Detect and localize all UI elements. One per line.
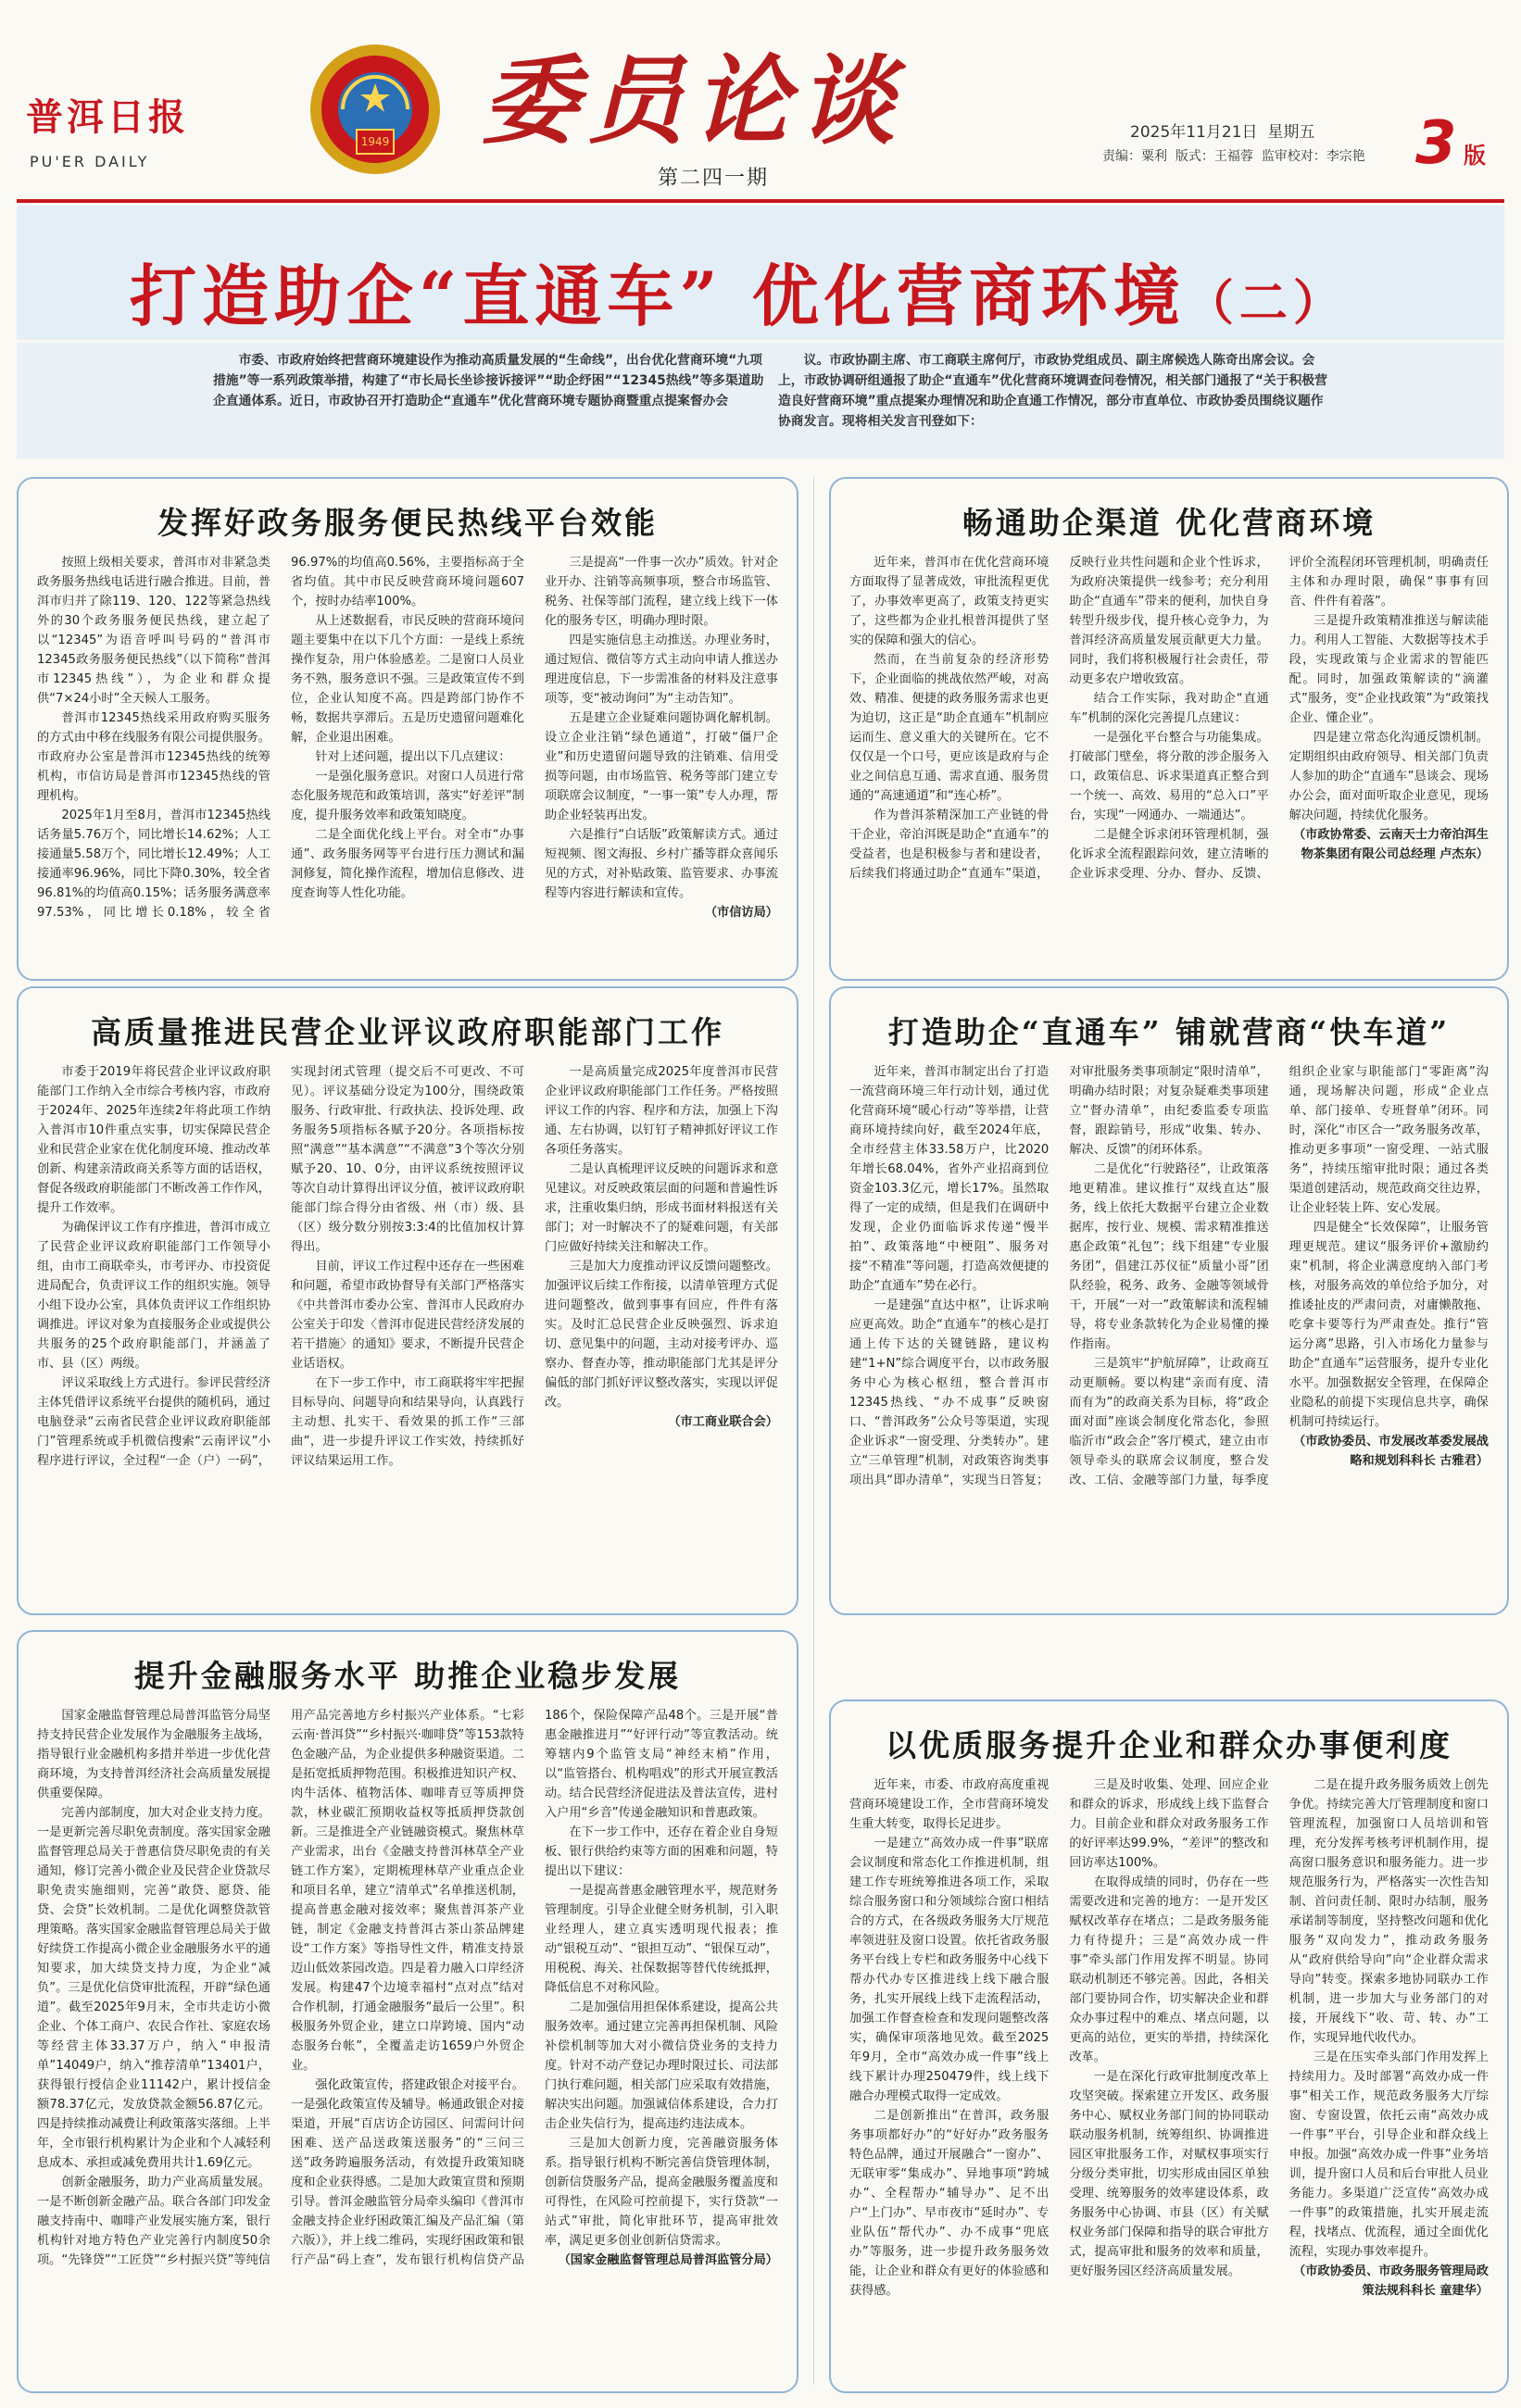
article-paragraph: 二是创新推出“在普洱，政务服务事项都好办”的“好好办”政务服务特色品牌，通过开展融合“一窗办”、无联审零“集成办”、异地事项“跨城办”、全程帮办“辅导办”、足不出户“上门办”、早市夜市“延时办”、专业队伍“帮代办”、办不成事“兜底办”等服务，进一步提升政务服务效能，让企业和群众有更好的体验感和获得感。 xyxy=(849,2109,1050,2298)
article-card xyxy=(17,477,798,981)
proofreader: 监审校对：李宗艳 xyxy=(1261,149,1365,164)
article-paragraph: 目前，评议工作过程中还存在一些困难和问题，希望市政协督导有关部门严格落实《中共普洱市委办公室、普洱市人民政府办公室关于印发〈普洱市促进民营经济发展的若干措施〉的通知》要求，不断提升民营企业话语权。 xyxy=(291,1260,524,1371)
article-paragraph: 针对上述问题，提出以下几点建议： xyxy=(315,750,511,764)
article-paragraph: 二是认真梳理评议反映的问题诉求和意见建议。对反映政策层面的问题和普遍性诉求，注重收集归纳，形成书面材料报送有关部门；对一时解决不了的疑难问题，有关部门应做好持续关注和解决工作。 xyxy=(545,1162,778,1254)
issue-weekday: 星期五 xyxy=(1267,123,1315,142)
article-paragraph: 三是及时收集、处理、回应企业和群众的诉求，形成线上线下监督合力。目前企业和群众对政务服务工作的好评率达99.9%，“差评”的整改和回访率达100%。 xyxy=(1069,1778,1269,1870)
article-title: 发挥好政务服务便民热线平台效能 xyxy=(157,505,658,541)
article-paragraph: 二是全面优化线上平台。对全市“办事通”、政务服务网等平台进行压力测试和漏洞修复，简化操作流程，增加信息修改、进度查询等人性化功能。 xyxy=(291,828,524,900)
column-title: 委员论谈 xyxy=(482,44,905,157)
article-paragraph: 普洱市12345热线采用政府购买服务的方式由中移在线服务有限公司提供服务。市政府办公室是普洱市12345热线的统筹机构，市信访局是普洱市12345热线的管理机构。 xyxy=(37,711,270,803)
cppcc-emblem-icon xyxy=(306,37,445,185)
article-paragraph: 一是强化服务意识。对窗口人员进行常态化服务规范和政策培训，落实“好差评”制度，提升服务效率和政策知晓度。 xyxy=(291,770,524,822)
article-paragraph: 然而，在当前复杂的经济形势下，企业面临的挑战依然严峻，对高效、精准、便捷的政务服务需求也更为迫切，这正是“助企直通车”机制应运而生、意义重大的关键所在。它不仅仅是一个口号，更应该是政府与企业之间信息互通、需求直通、服务贯通的“高速通道”和“连心桥”。 xyxy=(849,653,1050,803)
intro-left: 市委、市政府始终把营商环境建设作为推动高质量发展的“生命线”，出台优化营商环境“九项措施”等一系列政策举措，构建了“市长局长坐诊接诉接评”“助企纾困”“12345热线”等多渠道助企直通体系。近日，市政协召开打造助企“直通车”优化营商环境专题协商暨重点提案督办会 xyxy=(213,353,764,408)
article-paragraph: 近年来，普洱市在优化营商环境方面取得了显著成效，审批流程更优了，办事效率更高了，政策支持更实了，这些都为企业扎根普洱提供了坚实的保障和强大的信心。 xyxy=(849,556,1050,647)
article-paragraph: 在下一步工作中，还存在着企业自身短板、银行供给约束等方面的困难和问题，特提出以下建议： xyxy=(545,1825,778,1878)
article-body xyxy=(37,553,778,970)
article-paragraph: 三是在压实牵头部门作用发挥上持续用力。及时部署“高效办成一件事”相关工作，规范政务服务大厅综窗、专窗设置，依托云南“高效办成一件事”平台，引导企业和群众线上申报。加强“高效办成一件事”业务培训，提升窗口人员和后台审批人员业务能力。多渠道广泛宣传“高效办成一件事”的政策措施，扎实开展走流程，找堵点、优流程，通过全面优化流程，实现办事效率提升。 xyxy=(1288,2051,1489,2259)
article-paragraph: 四是建立常态化沟通反馈机制。定期组织由政府领导、相关部门负责人参加的助企“直通车”恳谈会、现场办公会，面对面听取企业意见，现场解决问题，持续优化服务。 xyxy=(1288,731,1489,822)
article-paragraph: 近年来，普洱市制定出台了打造一流营商环境三年行动计划，通过优化营商环境“暖心行动”等举措，让营商环境持续向好，截至2024年底，全市经营主体33.58万户，比2020年增长68.04%，省外产业招商到位资金103.3亿元，增长17%。虽然取得了一定的成绩，但是我们在调研中发现，企业仍面临诉求传递“慢半拍”、政策落地“中梗阻”、服务对接“不精准”等问题，打造高效便捷的助企“直通车”势在必行。 xyxy=(849,1065,1050,1293)
article-body xyxy=(37,1706,778,2382)
article-paragraph: 二是健全诉求闭环管理机制，强化诉求全流程跟踪问效，建立清晰的企业诉求受理、分办、督办、反馈、评价全流程闭环管理机制，明确责任主体和办理时限，确保“事事有回音、件件有着落”。 xyxy=(1069,556,1489,881)
newspaper-logo: 普洱日报 xyxy=(26,95,189,139)
article-paragraph: 一是提高普惠金融管理水平，规范财务管理制度。引导企业健全财务机制，引入职业经理人，建立真实透明现代报表；推动“银税互动”、“银担互动”、“银保互动”，用税税、海关、社保数据等替代传统抵押，降低信息不对称风险。 xyxy=(545,1884,778,1995)
headline-main: 打造助企“直通车” 优化营商环境 xyxy=(130,257,1186,335)
article-paragraph: 近年来，市委、市政府高度重视营商环境建设工作，全市营商环境发生重大转变，取得长足进步。 xyxy=(849,1778,1050,1831)
masthead xyxy=(0,0,1521,199)
page-headline xyxy=(130,243,1347,339)
article-source: （市政协委员、市发展改革委发展战略和规划科科长 古雅君） xyxy=(1292,1435,1489,1468)
article-body xyxy=(849,553,1489,970)
article-paragraph: 一是建强“直达中枢”，让诉求响应更高效。助企“直通车”的核心是打通上传下达的关键链路，建议构建“1+N”综合调度平台，以市政务服务中心为核心枢纽，整合普洱市12345热线、“办不成事”反映窗口、“普洱政务”公众号等渠道，实现企业诉求“一窗受理、分类转办”。建立“三单管理”机制，对政策咨询类事项出具“即办清单”，实现当日答复；对审批服务类事项制定“限时清单”，明确办结时限；对复杂疑难类事项建立“督办清单”，由纪委监委专项监督，跟踪销号，形成“收集、转办、解决、反馈”的闭环体系。 xyxy=(849,1065,1269,1487)
article-paragraph: 一是强化平台整合与功能集成。打破部门壁垒，将分散的涉企服务入口，政策信息、诉求渠道真正整合到一个统一、高效、易用的“总入口”平台，实现“一网通办、一端通达”。 xyxy=(1069,731,1269,822)
article-paragraph: 完善内部制度，加大对企业支持力度。一是更新完善尽职免责制度。落实国家金融监督管理总局关于普惠信贷尽职免责的有关通知，修订完善小微企业及民营企业贷款尽职免责实施细则，完善“敢贷、愿贷、能贷、会贷”长效机制。二是优化调整贷款管理策略。落实国家金融监督管理总局关于做好续贷工作提高小微企业金融服务水平的通知要求，加大续贷支持力度，为企业“减负”。三是优化信贷审批流程，开辟“绿色通道”。截至2025年9月末，全市共走访小微企业、个体工商户、农民合作社、家庭农场等经营主体33.37万户，纳入“申报清单”14049户，纳入“推荐清单”13401户，获得银行授信企业11142户，累计授信金额78.37亿元，发放贷款金额56.87亿元。四是持续推动减费让利政策落实落细。上半年，全市银行机构累计为企业和个人减轻利息成本、承担或减免费用共计1.69亿元。 xyxy=(37,1806,270,2170)
article-card xyxy=(17,1630,798,2393)
issue-date: 2025年11月21日 xyxy=(1130,123,1258,142)
editor: 责编：粟利 xyxy=(1102,149,1167,164)
article-paragraph: 2025年1月至8月，普洱市12345热线话务量5.76万个，同比增长14.62%；人工接通量5.58万个，同比增长12.49%；人工接通率96.96%，同比下降0.30%，较全省96.81%的均值高0.15%；话务服务满意率97.53%，同比增长0.18%，较全省96.97%的均值高0.56%，主要指标高于全省均值。其中市民反映营商环境问题607个，按时办结率100%。 xyxy=(37,556,524,920)
staff-line xyxy=(1102,146,1365,165)
article-source: （市政协委员、市政务服务管理局政策法规科科长 童建华） xyxy=(1292,2264,1489,2298)
masthead-divider xyxy=(17,199,1504,203)
article-paragraph: 在取得成绩的同时，仍存在一些需要改进和完善的地方：一是开发区赋权改革存在堵点；二是政务服务能力有待提升；三是“高效办成一件事”牵头部门作用发挥不明显。协同联动机制还不够完善。因此，各相关部门要协同合作，切实解决企业和群众办事过程中的难点、堵点问题，以更高的站位，更实的举措，持续深化改革。 xyxy=(1069,1875,1269,2064)
article-paragraph: 一是高质量完成2025年度普洱市民营企业评议政府职能部门工作任务。严格按照评议工作的内容、程序和方法，加强上下沟通、左右协调，以钉钉子精神抓好评议工作各项任务落实。 xyxy=(545,1065,778,1157)
designer: 版式：王福蓉 xyxy=(1175,149,1253,164)
page-number: 3 xyxy=(1415,109,1457,178)
article-paragraph: 四是实施信息主动推送。办理业务时，通过短信、微信等方式主动向申请人推送办理进度信息，下一步需准备的材料及注意事项等，变“被动询问”为“主动告知”。 xyxy=(545,633,778,706)
column-divider xyxy=(813,477,814,2385)
article-paragraph: 三是提高“一件事一次办”质效。针对企业开办、注销等高频事项，整合市场监管、税务、社保等部门流程，建立线上线下一体化的服务专区，明确办理时限。 xyxy=(545,556,778,628)
article-title: 打造助企“直通车” 铺就营商“快车道” xyxy=(887,1014,1451,1050)
newspaper-english-name: PU'ER DAILY xyxy=(30,153,150,170)
article-paragraph: 二是在提升政务服务质效上创先争优。持续完善大厅管理制度和窗口管理流程，加强窗口人员培训和管理，充分发挥考核考评机制作用，提高窗口服务意识和服务能力。进一步规范服务行为，严格落实一次性告知制、首问责任制、限时办结制，服务承诺制等制度，坚持整改问题和优化服务“双向发力”，推动政务服务从“政府供给导向”向“企业群众需求导向”转变。探索多地协同联办工作机制，进一步加大与业务部门的对接，开展线下“收、苛、转、办”工作，实现异地代收代办。 xyxy=(1288,1778,1489,2045)
article-paragraph: 按照上级相关要求，普洱市对非紧急类政务服务热线电话进行融合推进。目前，普洱市归并了除119、120、122等紧急热线外的30个政务服务便民热线，建立起了以“12345”为语音呼叫号码的“普洱市12345政务服务便民热线”（以下简称“普洱市12345热线”），为企业和群众提供“7×24小时”全天候人工服务。 xyxy=(37,556,270,706)
article-source: （市信访局） xyxy=(704,906,778,920)
article-body xyxy=(849,1062,1489,1604)
article-paragraph: 作为普洱茶精深加工产业链的骨干企业，帝泊洱既是助企“直通车”的受益者，也是积极参与者和建设者，后续我们将通过助企“直通车”渠道，反映行业共性问题和企业个性诉求，为政府决策提供一线参考；充分利用助企“直通车”带来的便利，加快自身转型升级步伐，提升核心竞争力，为普洱经济高质量发展贡献更大力量。同时，我们将积极履行社会责任，带动更多农户增收致富。 xyxy=(849,556,1269,881)
intro-right: 议。市政协副主席、市工商联主席何厅，市政协党组成员、副主席候选人陈奇出席会议。会上，市政协调研组通报了助企“直通车”优化营商环境调查问卷情况，相关部门通报了“关于积极营造良好营商环境”重点提案办理情况和助企直通工作情况，部分市直单位、市政协委员围绕议题作协商发言。现将相关发言刊登如下： xyxy=(778,353,1327,429)
article-paragraph: 三是筑牢“护航屏障”，让政商互动更顺畅。要以构建“亲而有度、清而有为”的政商关系为目标，将“政企面对面”座谈会制度化常态化，参照临沂市“政会企”客厅模式，建立由市领导牵头的联席会议制度，整合发改、工信、金融等部门力量，每季度组织企业家与职能部门“零距离”沟通，现场解决问题，形成“企业点单、部门接单、专班督单”闭环。同时，深化“市区合一”政务服务改革，推动更多事项“一窗受理、一站式服务”，持续压缩审批时限；通过各类渠道创建活动，规范政商交往边界，让企业轻装上阵、安心发展。 xyxy=(1069,1065,1489,1487)
article-source: （市政协常委、云南天士力帝泊洱生物茶集团有限公司总经理 卢杰东） xyxy=(1292,828,1489,861)
headline-part: （二） xyxy=(1185,275,1347,332)
article-paragraph: 强化政策宣传，搭建政银企对接平台。一是强化政策宣传及辅导。畅通政银企对接渠道，开展“百店访企访园区、问需问计问困难、送产品送政策送服务”的“三问三送”政务跨遍服务活动，有效提升政策知晓度和企业获得感。二是加大政策宣贯和预期引导。普洱金融监管分局牵头编印《普洱市金融支持企业纾困政策汇编及产品汇编（第六版）》，并上线二维码，实现纾困政策和银行产品“码上查”，发布银行机构信贷产品186个，保险保障产品48个。三是开展“普惠金融推进月”“好评行动”等宣教活动。统筹辖内9个监管支局“神经末梢”作用，以“监管搭台、机构唱戏”的形式开展宣教活动。结合民营经济促进法及普法宣传，进村入户用“乡音”传递金融知识和普惠政策。 xyxy=(291,1709,778,2267)
article-title: 提升金融服务水平 助推企业稳步发展 xyxy=(133,1658,682,1694)
article-body xyxy=(849,1775,1489,2382)
article-paragraph: 为确保评议工作有序推进，普洱市成立了民营企业评议政府职能部门工作领导小组，由市工商联牵头，市考评办、市投资促进局配合，负责评议工作的组织实施。领导小组下设办公室，具体负责评议工作组织协调推进。评议对象为直接服务企业或提供公共服务的25个政府职能部门，并涵盖了市、县（区）两级。 xyxy=(37,1221,270,1371)
date-line xyxy=(1130,119,1314,142)
article-title: 畅通助企渠道 优化营商环境 xyxy=(962,505,1376,541)
article-card xyxy=(829,986,1509,1615)
article-paragraph: 四是健全“长效保障”，让服务管理更规范。建议“服务评价+激励约束”机制，将企业满意度纳入部门考核，对服务高效的单位给予加分，对推诿扯皮的严肃问责，对庸懒散拖、吃拿卡要等行为严肃查处。推行“管运分离”思路，引入市场化力量参与助企“直通车”运营服务，提升专业化水平。加强数据安全管理，在保障企业隐私的前提下实现信息共享，确保机制可持续运行。 xyxy=(1288,1221,1489,1429)
article-paragraph: 创新金融服务，助力产业高质量发展。一是不断创新金融产品。联合各部门印发金融支持南中、咖啡产业发展实施方案，银行机构针对地方特色产业完善行内制度50余项。“先锋贷”“工匠贷”“乡村振兴贷”等纯信用产品完善地方乡村振兴产业体系。“七彩云南·普洱贷”“乡村振兴·咖啡贷”等153款特色金融产品，为企业提供多种融资渠道。二是拓宽抵质押物范围。积极推进知识产权、肉牛活体、植物活体、咖啡青豆等质押贷款，林业碳汇预期收益权等抵质押贷款创新。三是推进全产业链融资模式。聚焦林草产业需求，出台《金融支持普洱林草全产业链工作方案》，定期梳理林草产业重点企业和项目名单，建立“清单式”名单推送机制，提高普惠金融对接效率；聚焦普洱茶产业链，制定《金融支持普洱古茶山茶品牌建设“工作方案》等指导性文件，精准支持景迈山低效茶园改造。四是着力融入口岸经济发展。构建47个边境幸福村“点对点”结对合作机制，打通金融服务“最后一公里”。积极服务外贸企业，建立口岸跨境、国内“动态服务台帐”，全覆盖走访1659户外贸企业。 xyxy=(37,1709,524,2267)
article-paragraph: 三是加大力度推动评议反馈问题整改。加强评议后续工作衔接，以清单管理方式促进问题整改，做到事事有回应，件件有落实。及时汇总民营企业反映强烈、诉求迫切、意见集中的问题，主动对接考评办、巡察办、督查办等，推动职能部门尤其是评分偏低的部门抓好评议整改落实，实现以评促改。 xyxy=(545,1260,778,1410)
article-paragraph: 一是在深化行政审批制度改革上攻坚突破。探索建立开发区、政务服务中心、赋权业务部门间的协同联动联动服务机制，统筹组织、协调推进园区审批服务工作，对赋权事项实行分级分类审批，切实形成由园区单独受理、统筹服务的效率建设体系，政务服务中心协调、市县（区）有关赋权业务部门保障和指导的联合审批方式，提高审批和服务的效率和质量，更好服务园区经济高质量发展。 xyxy=(1069,2070,1269,2278)
article-body xyxy=(37,1062,778,1604)
article-paragraph: 市委于2019年将民营企业评议政府职能部门工作纳入全市综合考核内容，市政府于2024年、2025年连续2年将此项工作纳入普洱市10件重点实事，切实保障民营企业和民营企业家在优化制度环境、推动改革创新、构建亲清政商关系等方面的话语权，督促各级政府职能部门不断改善工作作风，提升工作效率。 xyxy=(37,1065,270,1215)
article-paragraph: 一是建立“高效办成一件事”联席会议制度和常态化工作推进机制，组建工作专班统筹推进各项工作，采取综合服务窗口和分领域综合窗口相结合的方式，在各级政务服务大厅规范率领进驻及窗口设置。依托省政务服务平台线上专栏和政务服务中心线下帮办代办专区推进线上线下融合服务，扎实开展线上线下走流程活动，加强工作督查检查和发现问题整改落实，确保审项落地见效。截至2025年9月，全市“高效办成一件事”线上线下累计办理250479件，线上线下融合办理模式取得一定成效。 xyxy=(849,1837,1050,2103)
article-paragraph: 二是优化“行驶路径”，让政策落地更精准。建议推行“双线直达”服务，线上依托大数据平台建立企业数据库，按行业、规模、需求精准推送惠企政策“礼包”；线下组建“专业服务团”，倡建江苏仪征“质量小哥”团队经验，税务、政务、金融等领域骨干，开展“一对一”政策解读和流程辅导，将专业条款转化为企业易懂的操作指南。 xyxy=(1069,1162,1269,1351)
article-card xyxy=(829,477,1509,981)
article-source: （国家金融监督管理总局普洱监管分局） xyxy=(558,2253,778,2267)
article-paragraph: 评议采取线上方式进行。参评民营经济主体凭借评议系统平台提供的随机码，通过电脑登录“云南省民营企业评议政府职能部门”管理系统或手机微信搜索“云南评议”小程序进行评议，全过程“一企（户）一码”，实现封闭式管理（提交后不可更改、不可见）。评议基础分设定为100分，围绕政策服务、行政审批、行政执法、投诉处理、政务服务5项指标各赋予20分。各项指标按照“满意”“基本满意”“不满意”3个等次分别赋予20、10、0分，由评议系统按照评议等次自动计算得出评议分值，被评议政府职能部门综合得分由省级、州（市）级、县（区）级分数分别按3:3:4的比值加权计算得出。 xyxy=(37,1065,524,1468)
article-title: 以优质服务提升企业和群众办事便利度 xyxy=(886,1727,1452,1763)
article-paragraph: 六是推行“白话版”政策解读方式。通过短视频、图文海报、乡村广播等群众喜闻乐见的方式，对补贴政策、监管要求、办事流程等内容进行解读和宣传。 xyxy=(545,828,778,900)
article-paragraph: 结合工作实际，我对助企“直通车”机制的深化完善提几点建议： xyxy=(1069,692,1269,725)
emblem-year: 1949 xyxy=(360,135,390,148)
article-card xyxy=(829,1699,1509,2393)
article-paragraph: 在下一步工作中，市工商联将牢牢把握目标导向、问题导向和结果导向，认真践行主动想、扎实干、看效果的抓工作“三部曲”，进一步提升评议工作实效，持续抓好评议结果运用工作。 xyxy=(291,1376,524,1468)
article-source: （市工商业联合会） xyxy=(668,1415,778,1429)
article-paragraph: 三是提升政策精准推送与解读能力。利用人工智能、大数据等技术手段，实现政策与企业需求的智能匹配。同时，加强政策解读的“滴灌式”服务，变“企业找政策”为“政策找企业、懂企业”。 xyxy=(1288,614,1489,725)
article-paragraph: 二是加强信用担保体系建设，提高公共服务效率。通过建立完善再担保机制、风险补偿机制等加大对小微信贷业务的支持力度。针对不动产登记办理时限过长、司法部门执行难问题，相关部门应采取有效措施，解决实出问题。加强诚信体系建设，合力打击企业失信行为，提高违约违法成本。 xyxy=(545,2000,778,2131)
article-paragraph: 三是加大创新力度，完善融资服务体系。指导银行机构不断完善信贷管理体制，创新信贷服务产品，提高金融服务覆盖度和可得性，在风险可控前提下，实行贷款“一站式”审批，简化审批环节，提高审批效率，满足更多创业创新信贷需求。 xyxy=(545,2137,778,2248)
page-unit: 版 xyxy=(1464,143,1486,169)
edition-number: 第二四一期 xyxy=(658,167,770,190)
article-title: 高质量推进民营企业评议政府职能部门工作 xyxy=(91,1014,724,1050)
article-paragraph: 从上述数据看，市民反映的营商环境问题主要集中在以下几个方面：一是线上系统操作复杂，用户体验感差。二是窗口人员业务不熟，服务意识不强。三是政策宣传不到位，企业认知度不高。四是跨部门协作不畅，数据共享滞后。五是历史遗留问题难化解，企业退出困难。 xyxy=(291,614,524,745)
article-card xyxy=(17,986,798,1615)
article-paragraph: 国家金融监督管理总局普洱监管分局坚持支持民营企业发展作为金融服务主战场，指导银行业金融机构多措并举进一步优化营商环境，为支持普洱经济社会高质量发展提供重要保障。 xyxy=(37,1709,270,1800)
article-paragraph: 五是建立企业疑难问题协调化解机制。设立企业注销“绿色通道”，打破“僵尸企业”和历史遗留问题导致的注销难、信用受损等问题，由市场监管、税务等部门建立专项联席会议制度，“一事一策”专人办理，帮助企业轻装再出发。 xyxy=(545,711,778,822)
